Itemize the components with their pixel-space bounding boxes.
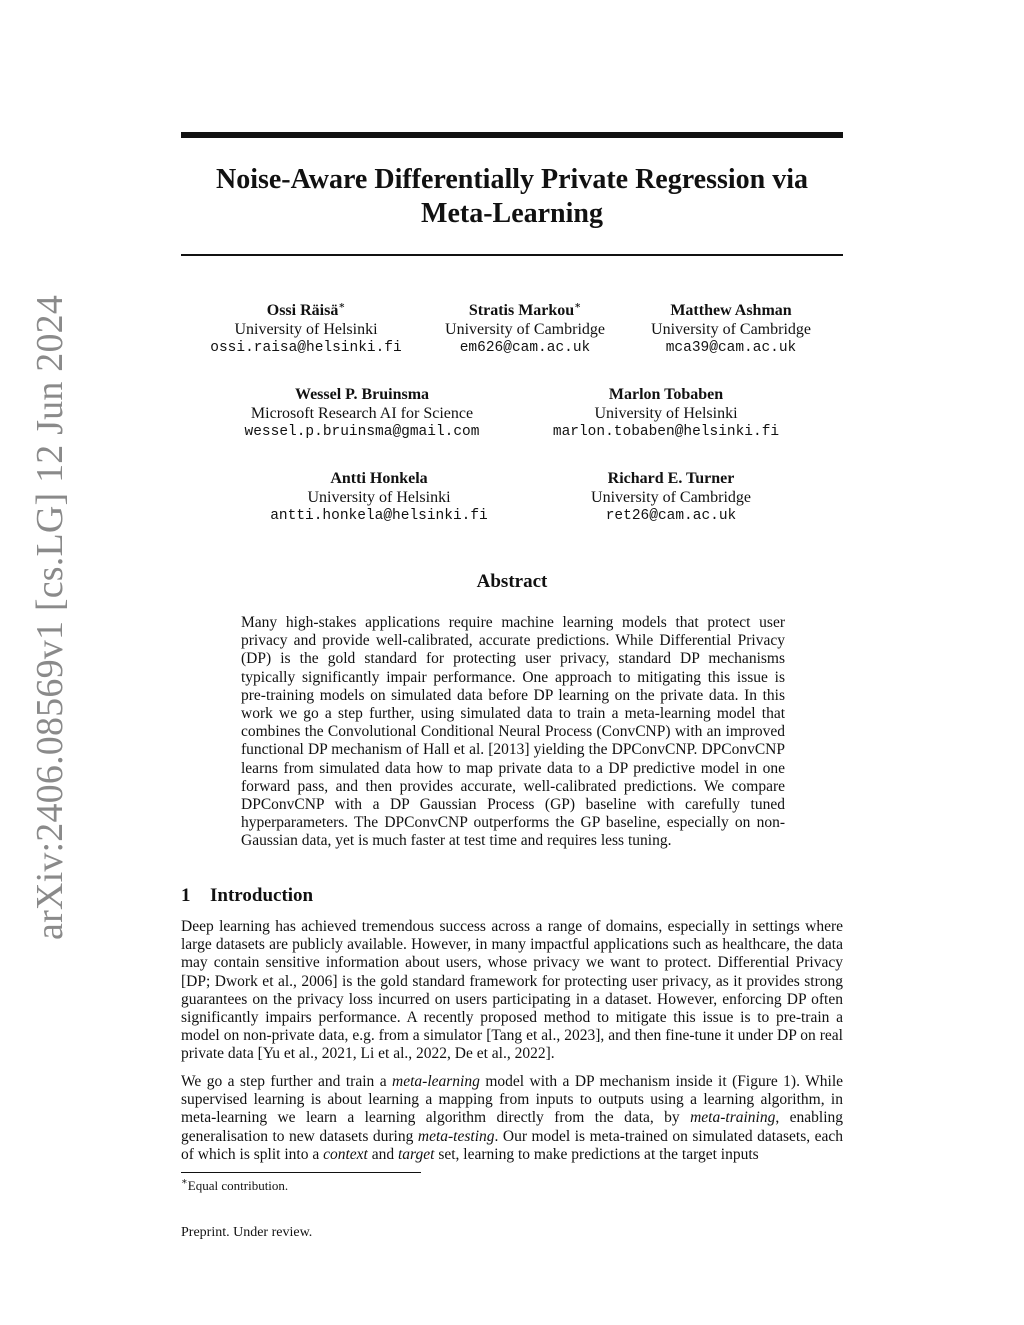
author-affiliation: University of Cambridge xyxy=(591,489,751,506)
author-name: Marlon Tobaben xyxy=(608,386,724,403)
author-block xyxy=(541,469,801,526)
author-block xyxy=(232,385,492,442)
footnote-rule xyxy=(181,1172,421,1173)
title-line-2: Meta-Learning xyxy=(421,198,603,229)
author-block xyxy=(249,469,509,526)
paper-title xyxy=(181,163,843,231)
author-name: Ossi Räisä∗ xyxy=(266,300,346,319)
title-bottom-rule xyxy=(181,254,843,256)
author-affiliation: University of Helsinki xyxy=(307,489,451,506)
arxiv-identifier: arXiv:2406.08569v1 [cs.LG] 12 Jun 2024 xyxy=(29,294,71,940)
author-email[interactable]: marlon.tobaben@helsinki.fi xyxy=(552,424,780,440)
author-email[interactable]: ret26@cam.ac.uk xyxy=(605,508,737,524)
footnote: ∗Equal contribution. xyxy=(181,1176,289,1193)
author-email[interactable]: ossi.raisa@helsinki.fi xyxy=(210,340,402,356)
title-top-rule xyxy=(181,132,843,138)
author-affiliation: University of Cambridge xyxy=(445,321,605,338)
intro-paragraph-2: We go a step further and train a meta-learning model with a DP mechanism inside it (Figure 1). While supervised learning is about learning a mapping from inputs to outputs using a learning algorithm, in meta-learning we learn a learning algorithm directly from the data, by meta-training, enabling generalisation to new datasets during meta-testing. Our model is meta-trained on simulated datasets, each of which is split into a context and target set, learning to make predictions at the target inputs xyxy=(181,1073,844,1163)
section-title: Introduction xyxy=(210,885,314,906)
author-block xyxy=(601,301,861,358)
author-email[interactable]: mca39@cam.ac.uk xyxy=(665,340,797,356)
author-affiliation: Microsoft Research AI for Science xyxy=(250,405,474,422)
intro-paragraph-1: Deep learning has achieved tremendous success across a range of domains, especially in settings where large datasets are publicly available. However, in many impactful applications such as healthcare, the data may contain sensitive information about users, whose privacy we want to protect. Differential Privacy [DP; Dwork et al., 2006] is the gold standard framework for protecting user privacy, as it provides strong guarantees on the privacy loss incurred on users participating in a dataset. However, enforcing DP often significantly impairs performance. A recently proposed method to mitigate this issue is to pre-train a model on non-private data, e.g. from a simulator [Tang et al., 2023], and then fine-tune it under DP on real private data [Yu et al., 2021, Li et al., 2022, De et al., 2022]. xyxy=(181,918,843,1063)
author-email[interactable]: em626@cam.ac.uk xyxy=(459,340,591,356)
title-line-1: Noise-Aware Differentially Private Regression via xyxy=(215,164,808,195)
preprint-notice: Preprint. Under review. xyxy=(181,1225,313,1240)
author-name: Richard E. Turner xyxy=(607,470,735,487)
abstract-text: Many high-stakes applications require machine learning models that protect user privacy and provide well-calibrated, accurate predictions. While Differential Privacy (DP) is the gold standard for protecting user privacy, standard DP mechanisms typically significantly impair performance. One approach to mitigating this issue is pre-training models on simulated data before DP learning on the private data. In this work we go a step further, using simulated data to train a meta-learning model that combines the Convolutional Conditional Neural Process (ConvCNP) with an improved functional DP mechanism of Hall et al. [2013] yielding the DPConvCNP. DPConvCNP learns from simulated data how to map private data to a DP predictive model in one forward pass, and then provides accurate, well-calibrated predictions. We compare DPConvCNP with a DP Gaussian Process (GP) baseline with carefully tuned hyperparameters. The DPConvCNP outperforms the GP baseline, especially on non-Gaussian data, yet is much faster at test time and requires less tuning. xyxy=(241,614,785,850)
abstract-heading: Abstract xyxy=(476,571,548,592)
author-email[interactable]: wessel.p.bruinsma@gmail.com xyxy=(244,424,480,440)
section-number: 1 xyxy=(181,885,191,906)
author-affiliation: University of Helsinki xyxy=(234,321,378,338)
author-name: Matthew Ashman xyxy=(670,302,792,319)
author-email[interactable]: antti.honkela@helsinki.fi xyxy=(270,508,488,524)
author-name: Stratis Markou∗ xyxy=(468,300,582,319)
section-heading xyxy=(181,885,313,907)
author-name: Antti Honkela xyxy=(330,470,428,487)
author-affiliation: University of Helsinki xyxy=(594,405,738,422)
author-block xyxy=(536,385,796,442)
author-name: Wessel P. Bruinsma xyxy=(294,386,430,403)
author-affiliation: University of Cambridge xyxy=(651,321,811,338)
